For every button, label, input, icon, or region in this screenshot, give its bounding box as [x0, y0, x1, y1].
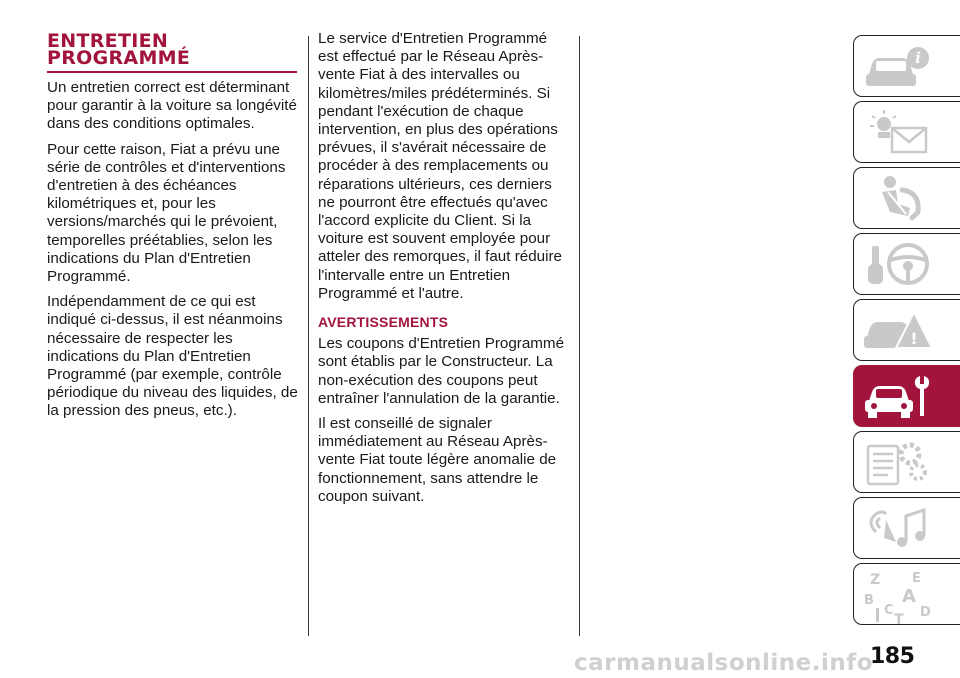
svg-text:D: D	[920, 605, 931, 620]
paragraph: Indépendamment de ce qui est indiqué ci-dessus, il est néanmoins nécessaire de respecter les indications du Plan d'Entretien Programmé (par exemple, contrôle périodique du niveau des liquides, de la pression des pneus, etc.).	[47, 293, 298, 420]
warning-paragraph: Il est conseillé de signaler immédiatement au Réseau Après-vente Fiat toute légère anomalie de fonctionnement, sans attendre le coupon suivant.	[318, 415, 557, 505]
watermark: carmanualsonline.info	[574, 650, 874, 676]
right-column	[318, 30, 570, 513]
svg-text:i: i	[915, 49, 921, 67]
tab-index[interactable]	[853, 563, 960, 625]
svg-text:Z: Z	[870, 572, 881, 588]
tab-car-info[interactable]	[853, 35, 960, 97]
svg-text:T: T	[894, 612, 904, 624]
breakdown-icon	[862, 304, 934, 356]
section-title: ENTRETIEN PROGRAMMÉ	[47, 30, 191, 69]
warnings-heading: AVERTISSEMENTS	[318, 314, 449, 331]
title-underline	[47, 71, 297, 73]
column-divider	[579, 36, 580, 636]
tab-seat-safety[interactable]	[853, 167, 960, 229]
multimedia-icon	[862, 502, 934, 554]
tab-warning-lights[interactable]	[853, 101, 960, 163]
tab-key-steering[interactable]	[853, 233, 960, 295]
technical-data-icon	[862, 436, 934, 488]
warning-lights-icon	[862, 106, 934, 158]
car-service-icon	[862, 370, 934, 422]
paragraph: Pour cette raison, Fiat a prévu une série de contrôles et d'interventions d'entretien à des échéances kilométriques et, pour les versions/marchés qui le prévoient, temporelles préétablies, selon les indications du Plan d'Entretien Programmé.	[47, 140, 286, 286]
seat-safety-icon	[862, 172, 934, 224]
car-info-icon	[862, 40, 934, 92]
key-steering-icon	[862, 238, 934, 290]
tab-breakdown[interactable]	[853, 299, 960, 361]
left-column	[47, 30, 301, 428]
svg-text:B: B	[864, 593, 874, 608]
tab-multimedia[interactable]	[853, 497, 960, 559]
column-divider	[308, 36, 309, 636]
svg-text:E: E	[912, 571, 921, 586]
svg-text:A: A	[902, 586, 916, 607]
index-icon	[862, 568, 934, 624]
warning-paragraph: Les coupons d'Entretien Programmé sont établis par le Constructeur. La non-exécution des coupons peut entraîner l'annulation de la garantie.	[318, 335, 565, 407]
tab-technical-data[interactable]	[853, 431, 960, 493]
paragraph: Un entretien correct est déterminant pour garantir à la voiture sa longévité dans des conditions optimales.	[47, 79, 297, 133]
svg-text:C: C	[884, 603, 894, 618]
paragraph: Le service d'Entretien Programmé est effectué par le Réseau Après-vente Fiat à des intervalles ou kilomètres/miles prédéterminés. Si pendant l'exécution de chaque intervention, en plus des opérations prévues, il s'avérait nécessaire de procéder à des remplacements ou réparations ultérieurs, ces derniers ne pourront être effectués qu'avec l'accord explicite du Client. Si la voiture est souvent employée pour atteler des remorques, il faut réduire l'intervalle entre un Entretien Programmé et l'autre.	[318, 30, 562, 302]
tab-car-service[interactable]	[853, 365, 960, 427]
page-number: 185	[870, 644, 915, 669]
svg-text:!: !	[910, 329, 918, 348]
